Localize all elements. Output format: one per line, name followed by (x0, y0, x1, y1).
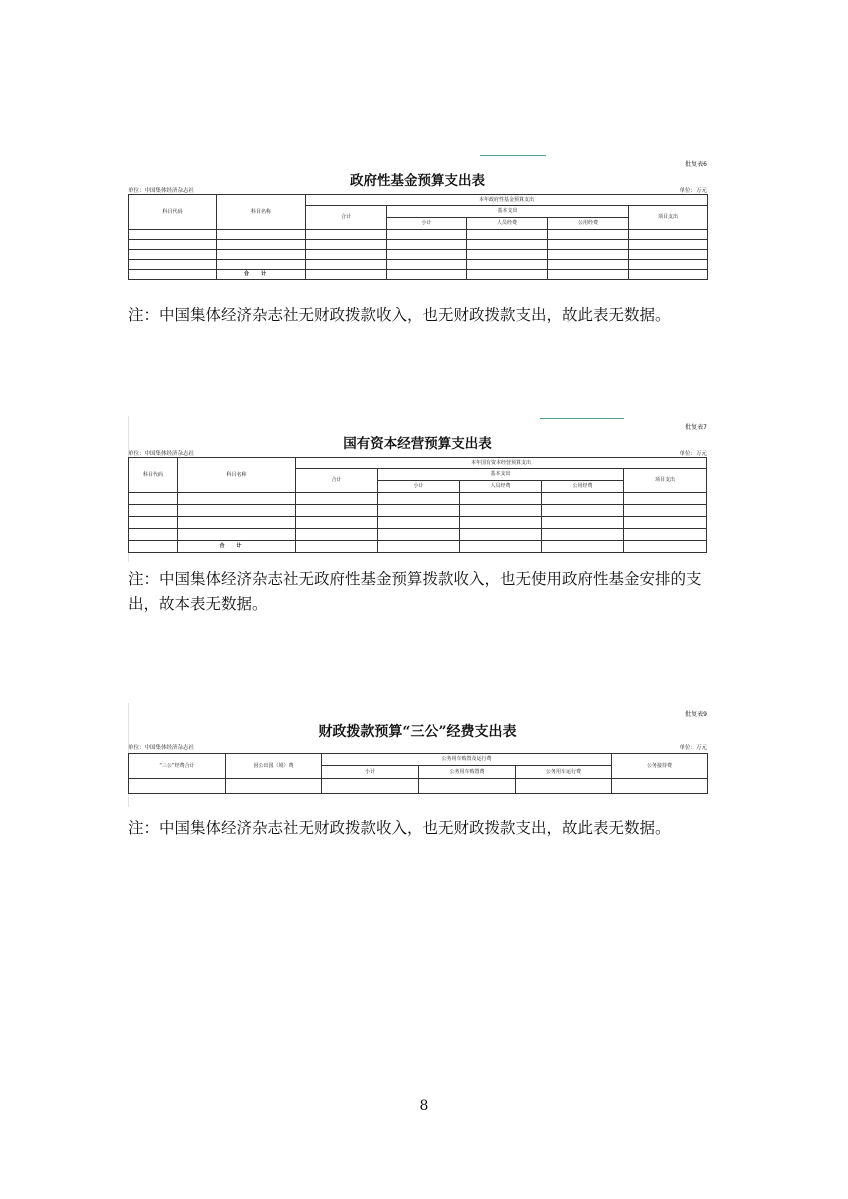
header-subtotal: 小计 (387, 218, 467, 230)
table-title: 财政拨款预算“三公”经费支出表 (318, 724, 517, 740)
header-vehicle: 公务用车购置及运行费 (322, 754, 612, 766)
note-table7: 注：中国集体经济杂志社无政府性基金预算拨款收入，也无使用政府性基金安排的支出，故本表无数据。 (128, 570, 702, 613)
selection-line (480, 155, 546, 156)
note-table6: 注：中国集体经济杂志社无财政拨款收入，也无财政拨款支出，故此表无数据。 (128, 306, 671, 324)
header-group: 本年政府性基金预算支出 (306, 195, 708, 206)
header-code: 科目代码 (129, 458, 178, 493)
total-row (129, 270, 708, 280)
table-title: 政府性基金预算支出表 (350, 173, 485, 189)
header-subtotal: 小计 (378, 481, 460, 493)
unit-org: 单位：中国集体经济杂志社 (128, 451, 195, 457)
header-public: 公用经费 (548, 218, 629, 230)
page-number: 8 (419, 1098, 429, 1114)
header-abroad: 因公出国（境）费 (226, 754, 322, 779)
table9-sheet (128, 703, 707, 807)
table-tag: 批复表9 (685, 711, 707, 718)
header-subtotal: 小计 (322, 766, 419, 779)
table-row (129, 493, 707, 505)
unit-org: 单位：中国集体经济杂志社 (128, 188, 195, 194)
total-label: 合计 (178, 541, 296, 553)
header-personnel: 人员经费 (467, 218, 548, 230)
budget-table (128, 194, 708, 280)
table-tag: 批复表6 (685, 161, 707, 168)
header-project: 项目支出 (629, 206, 708, 230)
header-reception: 公务接待费 (612, 754, 708, 779)
table-tag: 批复表7 (685, 424, 707, 431)
budget-table (128, 457, 707, 553)
header-personnel: 人员经费 (460, 481, 542, 493)
header-sangong-total: “三公”经费合计 (129, 754, 226, 779)
header-basic: 基本支出 (378, 469, 624, 481)
header-total: 合计 (296, 469, 378, 493)
table-row (129, 779, 708, 794)
table-row (129, 260, 708, 270)
header-name: 科目名称 (178, 458, 296, 493)
table6-sheet (128, 152, 707, 282)
table-row (129, 230, 708, 240)
unit-org: 单位：中国集体经济杂志社 (128, 745, 195, 751)
total-row (129, 541, 707, 553)
header-basic: 基本支出 (387, 206, 629, 218)
sangong-table (128, 753, 708, 794)
table-row (129, 505, 707, 517)
header-name: 科目名称 (217, 195, 306, 230)
table-row (129, 240, 708, 250)
header-purchase: 公务用车购置费 (419, 766, 516, 779)
header-public: 公用经费 (542, 481, 624, 493)
table-title: 国有资本经营预算支出表 (343, 436, 492, 452)
header-code: 科目代码 (129, 195, 217, 230)
note-table9: 注：中国集体经济杂志社无财政拨款收入，也无财政拨款支出，故此表无数据。 (128, 819, 671, 837)
header-total: 合计 (306, 206, 387, 230)
header-operation: 公务用车运行费 (516, 766, 612, 779)
unit-currency: 单位：万元 (679, 188, 707, 194)
table7-sheet (128, 416, 707, 562)
unit-currency: 单位：万元 (679, 451, 707, 457)
table-row (129, 250, 708, 260)
selection-line (540, 418, 624, 419)
header-project: 项目支出 (624, 469, 707, 493)
total-label: 合计 (217, 270, 306, 280)
table-row (129, 517, 707, 529)
header-group: 本年国有资本经营预算支出 (296, 458, 707, 469)
table-row (129, 529, 707, 541)
unit-currency: 单位：万元 (679, 745, 707, 751)
